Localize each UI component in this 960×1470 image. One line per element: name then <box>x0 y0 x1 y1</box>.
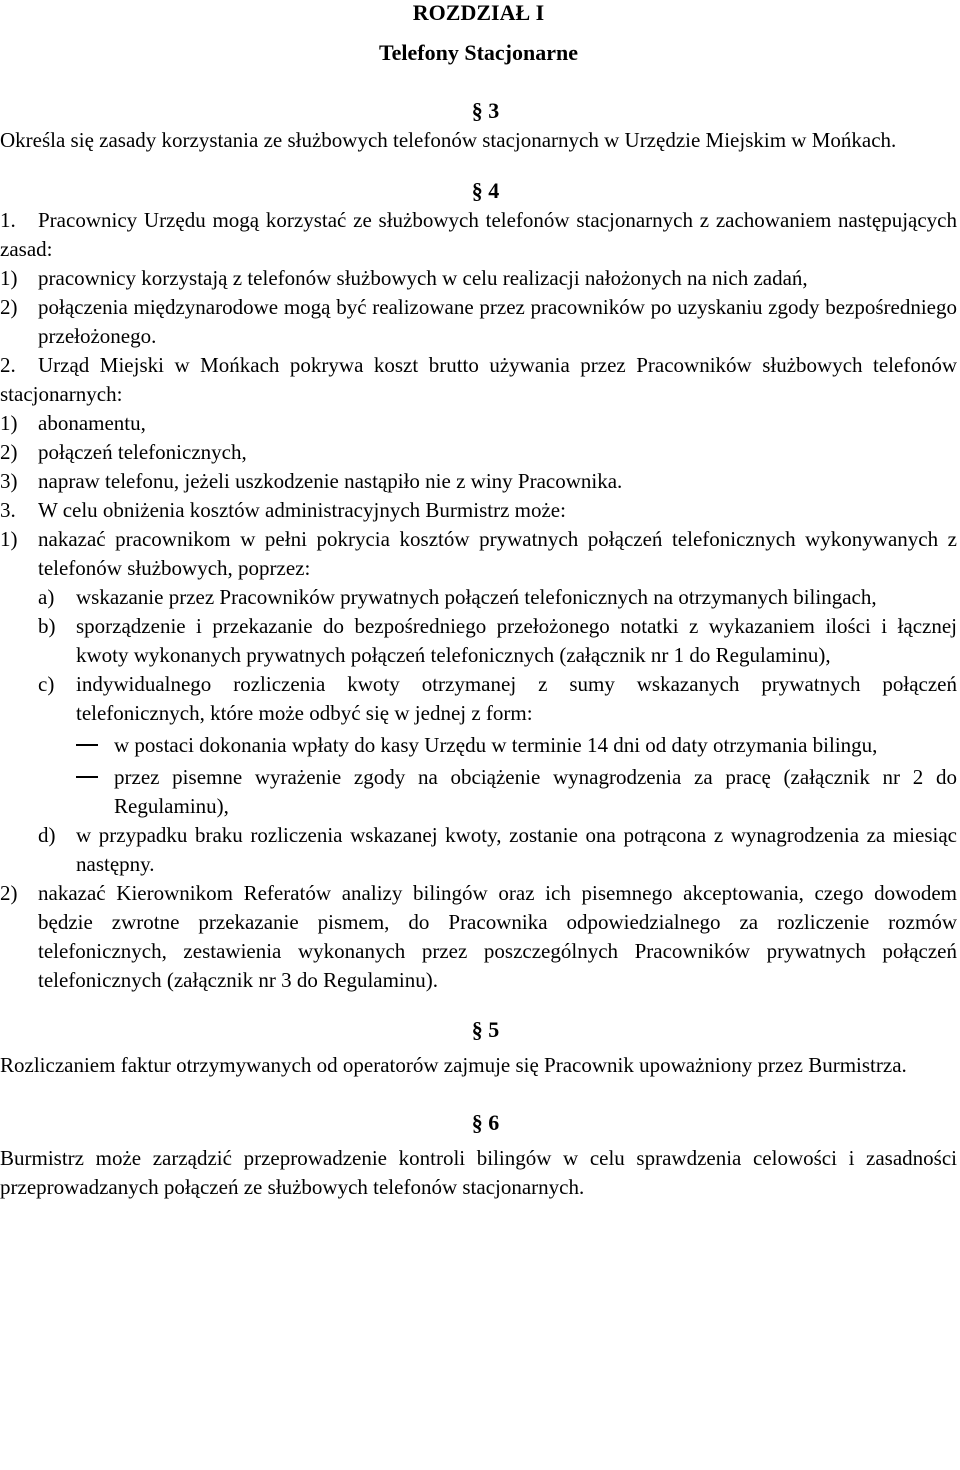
section-mark-3: § 3 <box>471 98 500 123</box>
dash-icon <box>76 744 98 746</box>
paragraph-4-2 <box>0 351 957 409</box>
paragraph-body <box>0 351 957 409</box>
item-number: 2) <box>0 295 18 319</box>
sub-item-letter: c) <box>38 672 55 696</box>
list-item <box>0 293 957 351</box>
item-number: 1) <box>0 266 18 290</box>
section-mark-4: § 4 <box>471 178 500 203</box>
sub-item-letter: b) <box>38 614 56 638</box>
paragraph-4-3 <box>0 496 957 525</box>
sub-item-text: indywidualnego rozliczenia kwoty otrzymanej z sumy wskazanych prywatnych połączeń telefonicznych, które może odbyć się w jednej z form: <box>76 672 957 725</box>
item-number: 2) <box>0 440 18 464</box>
item-number: 2) <box>0 881 18 905</box>
sub-item-letter: d) <box>38 823 56 847</box>
list-item <box>0 879 957 995</box>
paragraph-number: 3. <box>0 498 16 522</box>
list-item <box>0 409 957 438</box>
list-item <box>0 438 957 467</box>
list-item <box>0 525 957 583</box>
dash-bullet <box>76 763 114 792</box>
section-mark-6: § 6 <box>471 1110 500 1135</box>
sub-item-text: wskazanie przez Pracowników prywatnych połączeń telefonicznych na otrzymanych bilingach, <box>76 585 877 609</box>
dash-item-text: w postaci dokonania wpłaty do kasy Urzędu w terminie 14 dni od daty otrzymania bilingu, <box>114 733 878 757</box>
paragraph-body <box>0 206 957 264</box>
sub-item-letter: a) <box>38 585 55 609</box>
item-number: 1) <box>0 527 18 551</box>
paragraph-4-1 <box>0 206 957 264</box>
item-number: 1) <box>0 411 18 435</box>
item-text: nakazać pracownikom w pełni pokrycia kosztów prywatnych połączeń telefonicznych wykonywanych z telefonów służbowych, poprzez: <box>38 527 957 580</box>
section-5-text: Rozliczaniem faktur otrzymywanych od operatorów zajmuje się Pracownik upoważniony przez Burmistrza. <box>0 1053 907 1077</box>
dash-item <box>0 731 957 760</box>
item-number: 3) <box>0 469 18 493</box>
section-3-text: Określa się zasady korzystania ze służbowych telefonów stacjonarnych w Urzędzie Miejskim w Mońkach. <box>0 128 897 152</box>
sub-item-b <box>0 612 957 670</box>
dash-item-text: przez pisemne wyrażenie zgody na obciążenie wynagrodzenia za pracę (załącznik nr 2 do Regulaminu), <box>114 765 957 818</box>
list-item <box>0 467 957 496</box>
dash-icon <box>76 776 98 778</box>
paragraph-number: 1. <box>0 208 16 232</box>
dash-item <box>0 763 957 821</box>
paragraph-text: W celu obniżenia kosztów administracyjnych Burmistrz może: <box>38 498 566 522</box>
item-text: nakazać Kierownikom Referatów analizy bilingów oraz ich pisemnego akceptowania, czego dowodem będzie zwrotne przekazanie pismem, do Pracownika odpowiedzialnego za rozliczenie rozmów telefonicznych, zestawienia wykonanych przez poszczególnych Pracowników prywatnych połączeń telefonicznych (załącznik nr 3 do Regulaminu). <box>38 881 957 992</box>
sub-item-a <box>0 583 957 612</box>
dash-bullet <box>76 731 114 760</box>
paragraph-text: Urząd Miejski w Mońkach pokrywa koszt brutto używania przez Pracowników służbowych telefonów stacjonarnych: <box>0 353 957 406</box>
sub-item-text: sporządzenie i przekazanie do bezpośredniego przełożonego notatki z wykazaniem ilości i łącznej kwoty wykonanych prywatnych połączeń telefonicznych (załącznik nr 1 do Regulaminu), <box>76 614 957 667</box>
section-mark-5: § 5 <box>471 1017 500 1042</box>
item-text: połączenia międzynarodowe mogą być realizowane przez pracowników po uzyskaniu zgody bezpośredniego przełożonego. <box>38 295 957 348</box>
item-text: abonamentu, <box>38 411 146 435</box>
sub-item-text: w przypadku braku rozliczenia wskazanej kwoty, zostanie ona potrącona z wynagrodzenia za miesiąc następny. <box>76 823 957 876</box>
paragraph-number: 2. <box>0 353 16 377</box>
sub-item-d <box>0 821 957 879</box>
section-6-text: Burmistrz może zarządzić przeprowadzenie kontroli bilingów w celu sprawdzenia celowości i zasadności przeprowadzanych połączeń ze służbowych telefonów stacjonarnych. <box>0 1146 957 1199</box>
item-text: pracownicy korzystają z telefonów służbowych w celu realizacji nałożonych na nich zadań, <box>38 266 808 290</box>
chapter-title: Telefony Stacjonarne <box>378 40 578 65</box>
sub-item-c <box>0 670 957 728</box>
paragraph-text: Pracownicy Urzędu mogą korzystać ze służbowych telefonów stacjonarnych z zachowaniem następujących zasad: <box>0 208 957 261</box>
list-item <box>0 264 957 293</box>
item-text: połączeń telefonicznych, <box>38 440 247 464</box>
item-text: napraw telefonu, jeżeli uszkodzenie nastąpiło nie z winy Pracownika. <box>38 469 623 493</box>
chapter-heading: ROZDZIAŁ I <box>412 0 545 25</box>
